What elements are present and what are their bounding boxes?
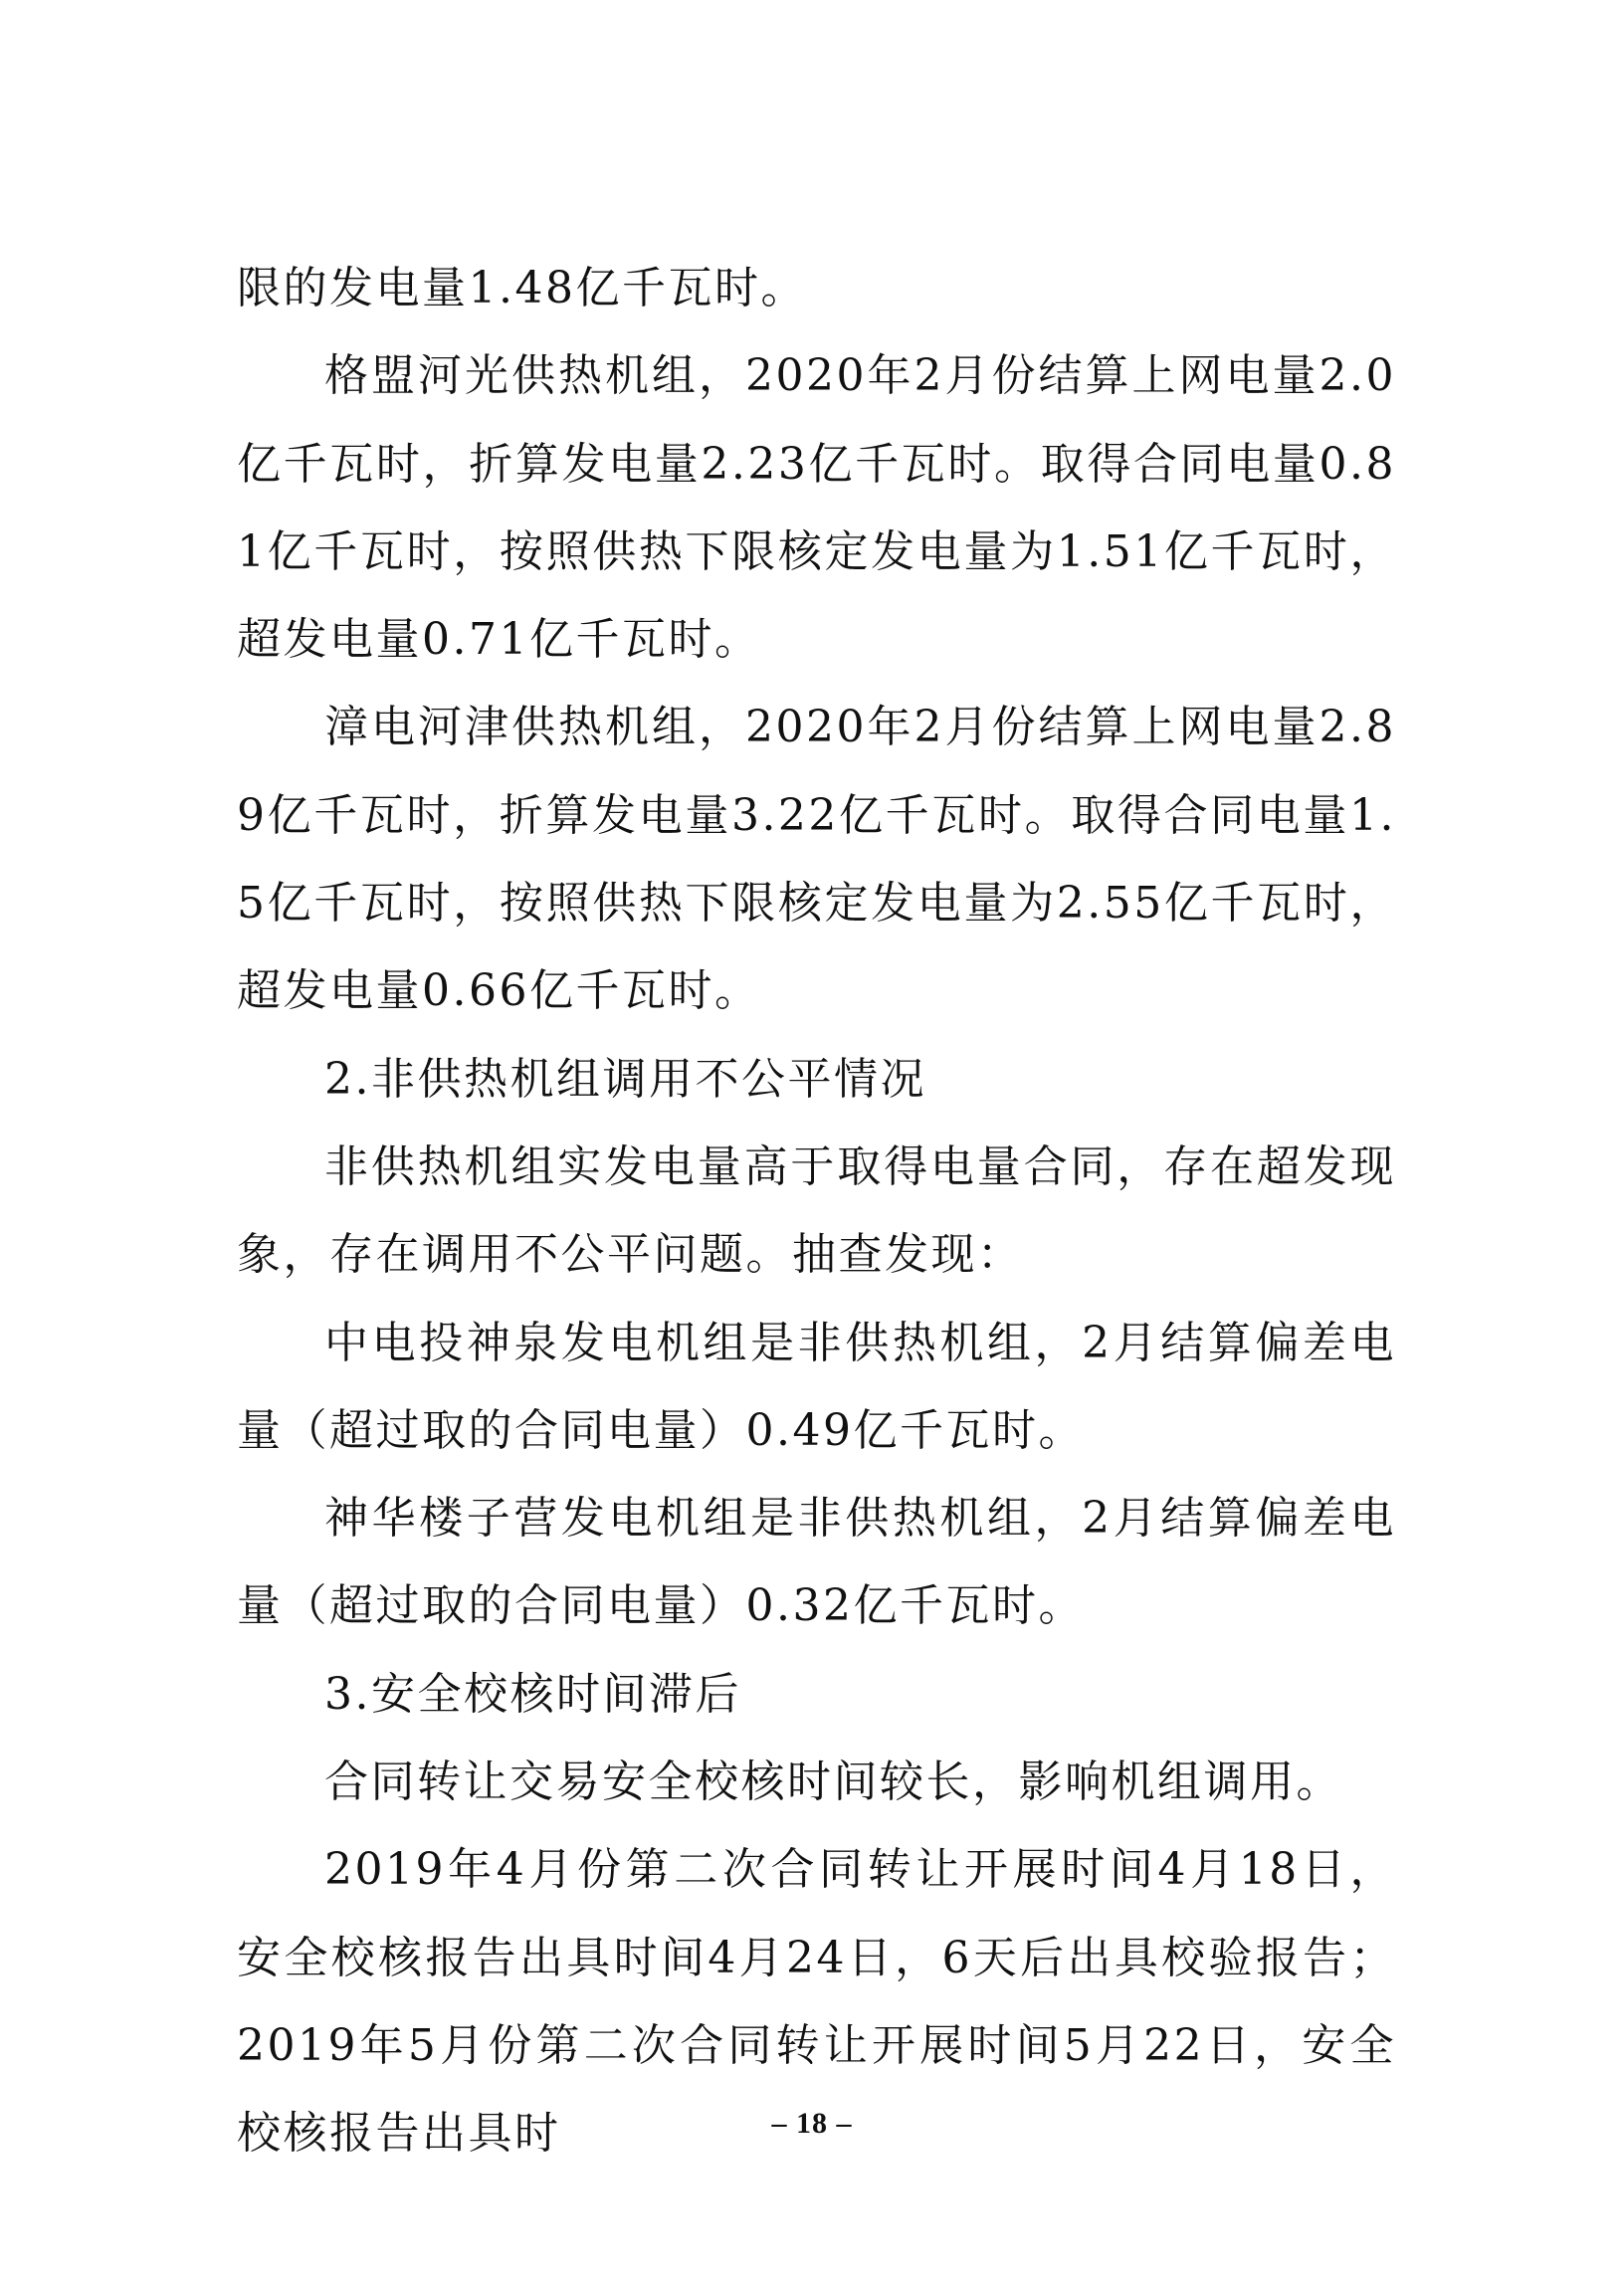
section-heading-3: 3.安全校核时间滞后 xyxy=(324,1668,741,1720)
section-heading-2: 2.非供热机组调用不公平情况 xyxy=(324,1053,926,1105)
paragraph-6: 中电投神泉发电机组是非供热机组，2月结算偏差电量（超过取的合同电量）0.49亿千瓦时。 xyxy=(237,1317,1396,1456)
paragraph-5: 非供热机组实发电量高于取得电量合同，存在超发现象，存在调用不公平问题。抽查发现： xyxy=(237,1140,1396,1281)
paragraph-10: 2019年4月份第二次合同转让开展时间4月18日，安全校核报告出具时间4月24日，6天后出具校验报告；2019年5月份第二次合同转让开展时间5月22日，安全校核报告出具时 xyxy=(237,1844,1396,2160)
paragraph-9: 合同转让交易安全校核时间较长，影响机组调用。 xyxy=(324,1757,1342,1808)
paragraph-7: 神华楼子营发电机组是非供热机组，2月结算偏差电量（超过取的合同电量）0.32亿千瓦时。 xyxy=(237,1493,1396,1632)
paragraph-3: 漳电河津供热机组，2020年2月份结算上网电量2.89亿千瓦时，折算发电量3.22亿千瓦时。取得合同电量1.5亿千瓦时，按照供热下限核定发电量为2.55亿千瓦时，超发电量0.66亿千瓦时。 xyxy=(237,702,1396,1017)
paragraph-2: 格盟河光供热机组，2020年2月份结算上网电量2.0亿千瓦时，折算发电量2.23亿千瓦时。取得合同电量0.81亿千瓦时，按照供热下限核定发电量为1.51亿千瓦时，超发电量0.71亿千瓦时。 xyxy=(237,350,1396,666)
body-text xyxy=(237,245,1396,2178)
paragraph-1: 限的发电量1.48亿千瓦时。 xyxy=(237,263,807,313)
page-number: – 18 – xyxy=(771,2107,853,2140)
